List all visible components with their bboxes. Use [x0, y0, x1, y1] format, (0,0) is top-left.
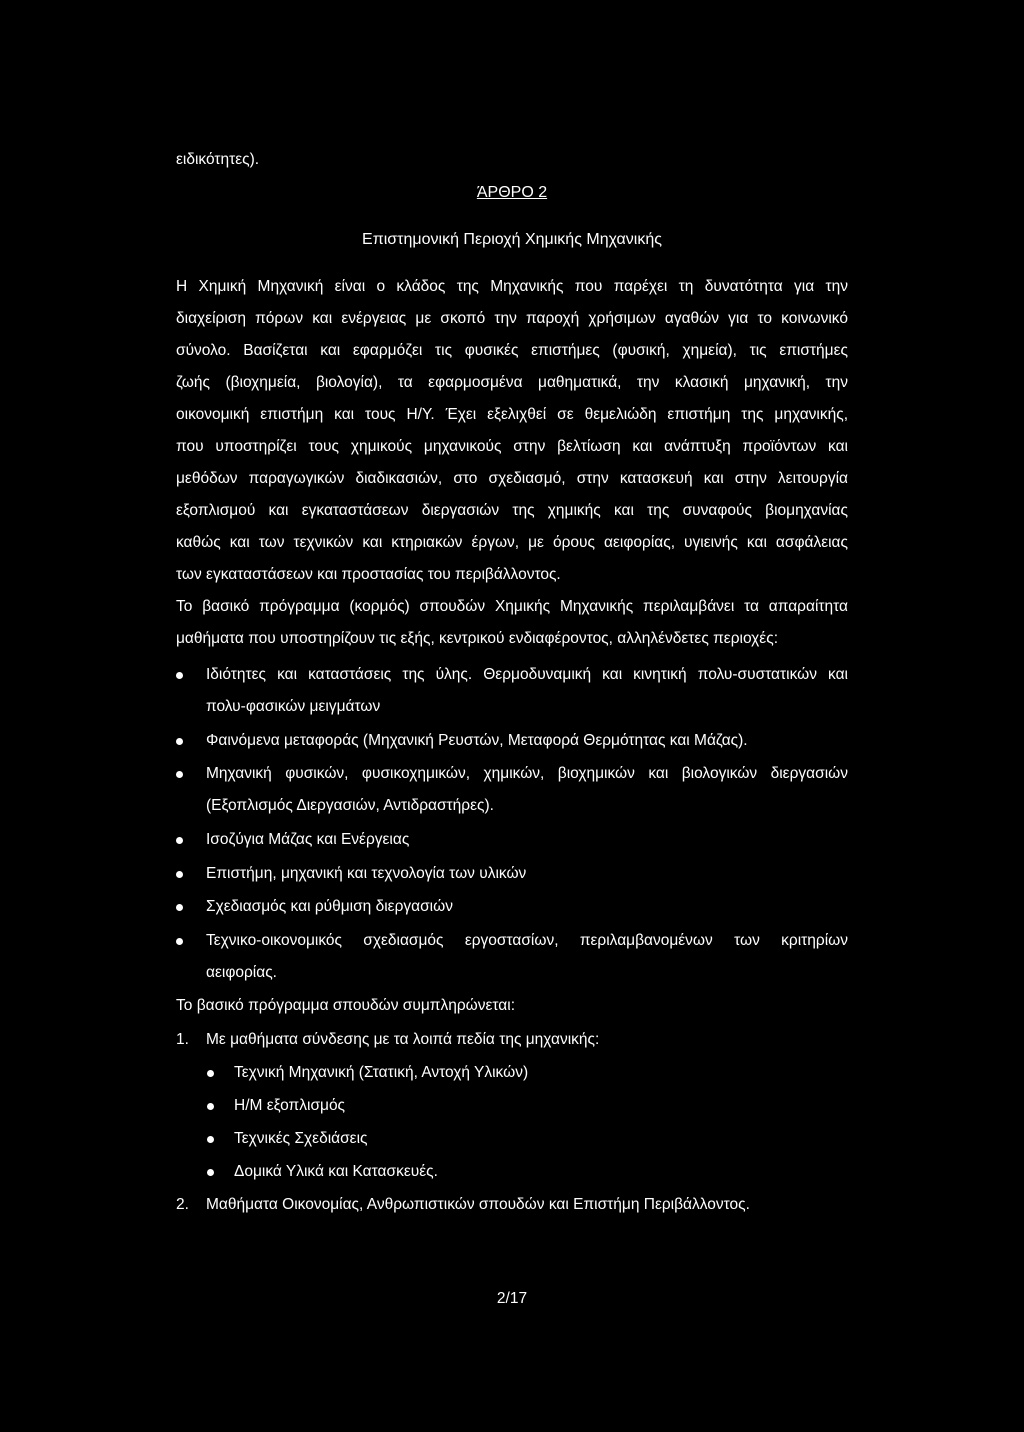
- sub-item-text: Τεχνική Μηχανική (Στατική, Αντοχή Υλικών): [234, 1064, 529, 1081]
- continuation-text: ειδικότητες).: [176, 151, 260, 168]
- paragraph-line: Η Χημική Μηχανική είναι ο κλάδος της Μηχανικής που παρέχει τη δυνατότητα για την: [176, 278, 848, 295]
- bullet-icon: [176, 672, 183, 679]
- bullet-icon: [207, 1070, 214, 1077]
- bullet-icon: [176, 771, 183, 778]
- article-subtitle: Επιστημονική Περιοχή Χημικής Μηχανικής: [362, 231, 662, 248]
- list-item-line: Ιδιότητες και καταστάσεις της ύλης. Θερμοδυναμική και κινητική πολυ-συστατικών και: [206, 666, 848, 683]
- item-number: 1.: [176, 1031, 189, 1048]
- list-item-line: πολυ-φασικών μειγμάτων: [206, 698, 381, 715]
- sub-item-text: Τεχνικές Σχεδιάσεις: [234, 1130, 368, 1147]
- item-text: Με μαθήματα σύνδεσης με τα λοιπά πεδία της μηχανικής:: [206, 1031, 600, 1048]
- list-item-line: (Εξοπλισμός Διεργασιών, Αντιδραστήρες).: [206, 797, 494, 814]
- paragraph-line: εξοπλισμού και εγκαταστάσεων διεργασιών της χημικής και της συναφούς βιομηχανίας: [176, 502, 848, 519]
- paragraph-line: μεθόδων παραγωγικών διαδικασιών, στο σχεδιασμό, στην κατασκευή και στην λειτουργία: [176, 470, 848, 487]
- article-title: ΆΡΘΡΟ 2: [476, 184, 548, 201]
- bullet-icon: [207, 1169, 214, 1176]
- list-item-line: Σχεδιασμός και ρύθμιση διεργασιών: [206, 898, 453, 915]
- paragraph-line: μαθήματα που υποστηρίζουν τις εξής, κεντρικού ενδιαφέροντος, αλληλένδετες περιοχές:: [176, 630, 778, 647]
- paragraph-line: καθώς και των τεχνικών και κτηριακών έργων, με όρους αειφορίας, υγιεινής και ασφάλειας: [176, 534, 848, 551]
- item-text: Μαθήματα Οικονομίας, Ανθρωπιστικών σπουδών και Επιστήμη Περιβάλλοντος.: [206, 1196, 750, 1213]
- paragraph-line: των εγκαταστάσεων και προστασίας του περιβάλλοντος.: [176, 566, 561, 583]
- bullet-icon: [176, 938, 183, 945]
- sub-item-text: Δομικά Υλικά και Κατασκευές.: [234, 1163, 438, 1180]
- bullet-icon: [176, 871, 183, 878]
- list-item-line: Τεχνικο-οικονομικός σχεδιασμός εργοστασίων, περιλαμβανομένων των κριτηρίων: [206, 932, 848, 949]
- paragraph-line: που υποστηρίζει τους χημικούς μηχανικούς στην βελτίωση και ανάπτυξη προϊόντων και: [176, 438, 848, 455]
- bullet-icon: [176, 837, 183, 844]
- item-number: 2.: [176, 1196, 189, 1213]
- paragraph-line: Το βασικό πρόγραμμα (κορμός) σπουδών Χημικής Μηχανικής περιλαμβάνει τα απαραίτητα: [176, 598, 848, 615]
- paragraph-line: οικονομική επιστήμη και τους Η/Υ. Έχει εξελιχθεί σε θεμελιώδη επιστήμη της μηχανικής,: [176, 406, 848, 423]
- bullet-icon: [176, 738, 183, 745]
- bullet-icon: [207, 1136, 214, 1143]
- bullet-icon: [207, 1103, 214, 1110]
- paragraph-supplement: Το βασικό πρόγραμμα σπουδών συμπληρώνεται:: [176, 997, 516, 1014]
- paragraph-line: διαχείριση πόρων και ενέργειας με σκοπό την παροχή χρήσιμων αγαθών για το κοινωνικό: [176, 310, 848, 327]
- sub-item-text: Η/Μ εξοπλισμός: [234, 1097, 346, 1114]
- bullet-icon: [176, 904, 183, 911]
- list-item-line: Μηχανική φυσικών, φυσικοχημικών, χημικών, βιοχημικών και βιολογικών διεργασιών: [206, 765, 848, 782]
- page-number: 2/17: [496, 1290, 528, 1307]
- list-item-line: Ισοζύγια Μάζας και Ενέργειας: [206, 831, 410, 848]
- list-item-line: Επιστήμη, μηχανική και τεχνολογία των υλικών: [206, 865, 527, 882]
- list-item-line: αειφορίας.: [206, 964, 277, 981]
- list-item-line: Φαινόμενα μεταφοράς (Μηχανική Ρευστών, Μεταφορά Θερμότητας και Μάζας).: [206, 732, 748, 749]
- paragraph-line: ζωής (βιοχημεία, βιολογία), τα εφαρμοσμένα μαθηματικά, την κλασική μηχανική, την: [176, 374, 848, 391]
- paragraph-line: σύνολο. Βασίζεται και εφαρμόζει τις φυσικές επιστήμες (φυσική, χημεία), τις επιστήμες: [176, 342, 848, 359]
